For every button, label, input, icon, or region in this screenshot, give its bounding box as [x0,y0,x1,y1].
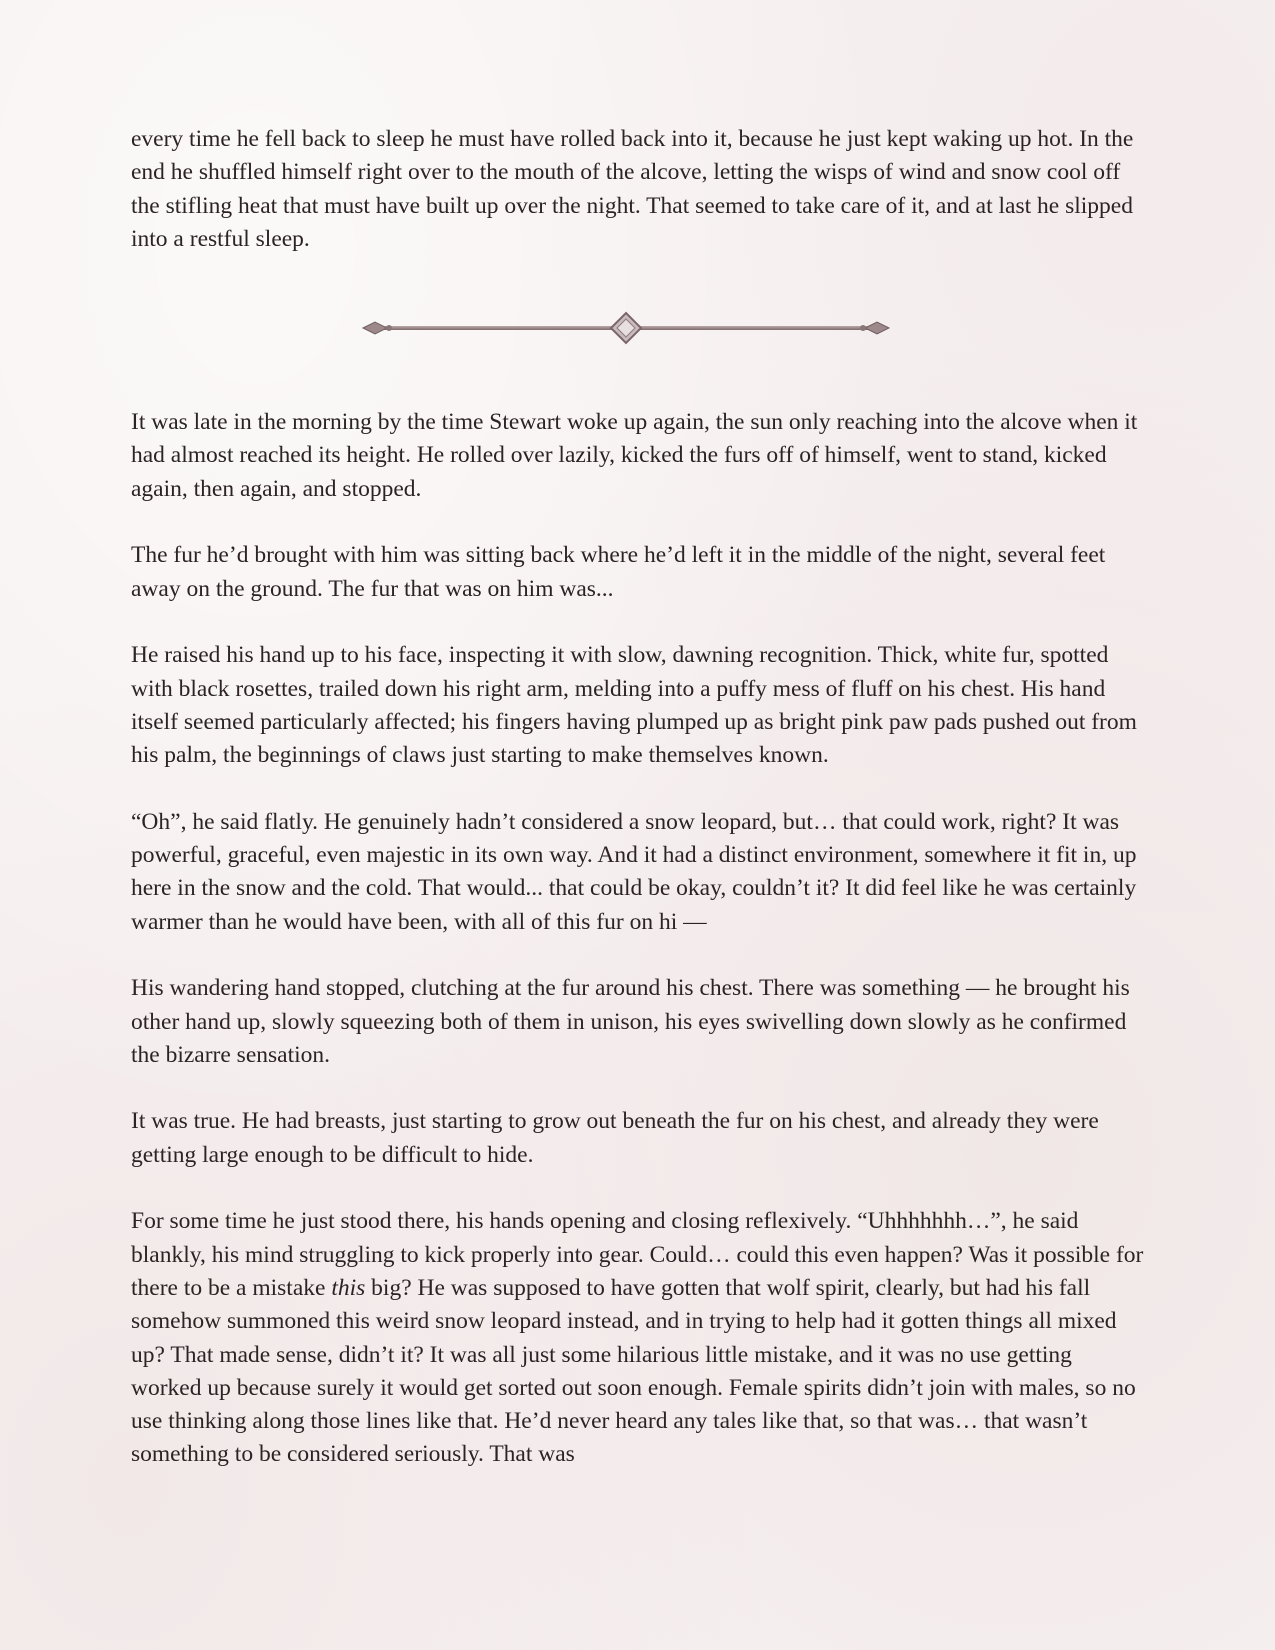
paragraph-8-part-2: big? He was supposed to have gotten that wolf spirit, clearly, but had his fall somehow summoned this weird snow leopard instead, and in trying to help had it gotten things all mixed up? That made sense, didn’t it? It was all just some hilarious little mistake, and it was no use getting worked up because surely it would get sorted out soon enough. Female spirits didn’t join with males, so no use thinking along those lines like that. He’d never heard any tales like that, so that was… that wasn’t something to be considered seriously. That was [131,1274,1136,1468]
paragraph-4: He raised his hand up to his face, inspecting it with slow, dawning recognition. Thick, white fur, spotted with black rosettes, trailed down his right arm, melding into a puffy mess of fluff on his chest. His hand itself seemed particularly affected; his fingers having plumped up as bright pink paw pads pushed out from his palm, the beginnings of claws just starting to make themselves known. [131,642,1137,769]
paragraph-1: every time he fell back to sleep he must have rolled back into it, because he just kept waking up hot. In the end he shuffled himself right over to the mouth of the alcove, letting the wisps of wind and snow cool off the stifling heat that must have built up over the night. That seemed to take care of it, and at last he slipped into a restful sleep. [131,126,1134,252]
paragraph-2: It was late in the morning by the time Stewart woke up again, the sun only reaching into the alcove when it had almost reached its height. He rolled over lazily, kicked the furs off of himself, went to stand, kicked again, then again, and stopped. [131,409,1138,502]
paragraph-6: His wandering hand stopped, clutching at the fur around his chest. There was something — he brought his other hand up, slowly squeezing both of them in unison, his eyes swivelling down slowly as he confirmed the bizarre sensation. [131,975,1130,1068]
page-body [131,123,1146,1472]
paragraph-3: The fur he’d brought with him was sitting back where he’d left it in the middle of the night, several feet away on the ground. The fur that was on him was... [131,542,1106,602]
paragraph-8 [131,1205,1146,1471]
paragraph-8-part-1: For some time he just stood there, his hands opening and closing reflexively. “Uhhhhhhh…”, he said blankly, his mind struggling to kick properly into gear. Could… could this even happen? Was it possible for there to be a mistake [131,1208,1144,1301]
emphasis-text: this [331,1274,366,1301]
ornamental-divider-icon [361,310,891,346]
paragraph-5: “Oh”, he said flatly. He genuinely hadn’t considered a snow leopard, but… that could work, right? It was powerful, graceful, even majestic in its own way. And it had a distinct environment, somewhere it fit in, up here in the snow and the cold. That would... that could be okay, couldn’t it? It did feel like he was certainly warmer than he would have been, with all of this fur on hi — [131,808,1137,935]
paragraph-7: It was true. He had breasts, just starting to grow out beneath the fur on his chest, and already they were getting large enough to be difficult to hide. [131,1108,1099,1168]
section-divider [131,256,1146,406]
